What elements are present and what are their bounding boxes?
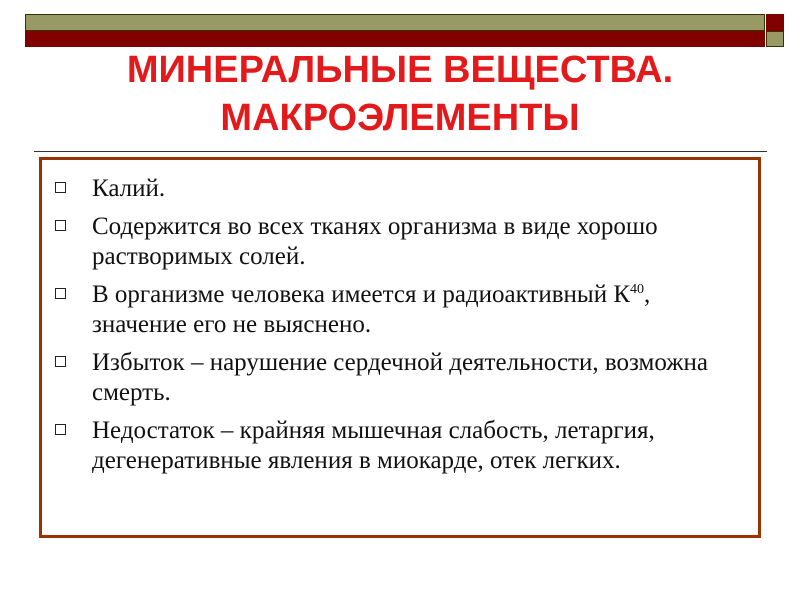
bullet-text: Содержится во всех тканях организма в виде хорошо растворимых солей.: [92, 213, 658, 270]
content-box: [39, 157, 761, 538]
decorative-corner-square-top: [766, 14, 784, 31]
isotope-superscript: 40: [630, 282, 645, 297]
bullet-item-location: [52, 212, 738, 272]
bullet-item-radioactive: [52, 280, 738, 340]
square-bullet-icon: [55, 220, 66, 231]
square-bullet-icon: [55, 182, 66, 193]
decorative-corner-square-bottom: [766, 31, 784, 47]
slide-title: [0, 46, 800, 142]
square-bullet-icon: [55, 424, 66, 435]
decorative-bar-top: [25, 14, 765, 31]
slide-title-line-1: МИНЕРАЛЬНЫЕ ВЕЩЕСТВА.: [126, 49, 674, 91]
bullet-list: [42, 160, 758, 476]
bullet-item-potassium: [52, 174, 738, 204]
title-divider: [34, 151, 767, 152]
decorative-bar-bottom: [25, 31, 765, 47]
slide-title-line-2: МАКРОЭЛЕМЕНТЫ: [220, 97, 580, 139]
square-bullet-icon: [55, 356, 66, 367]
bullet-text-before: В организме человека имеется и радиоактивный К: [92, 281, 631, 308]
bullet-text-after: , значение его не выяснено.: [92, 281, 651, 338]
square-bullet-icon: [55, 288, 66, 299]
bullet-item-excess: [52, 348, 738, 408]
bullet-item-deficiency: [52, 416, 738, 476]
bullet-text: Недостаток – крайняя мышечная слабость, летаргия, дегенеративные явления в миокарде, отек легких.: [92, 417, 655, 474]
bullet-text: Избыток – нарушение сердечной деятельности, возможна смерть.: [92, 349, 708, 406]
bullet-text: Калий.: [92, 175, 166, 202]
